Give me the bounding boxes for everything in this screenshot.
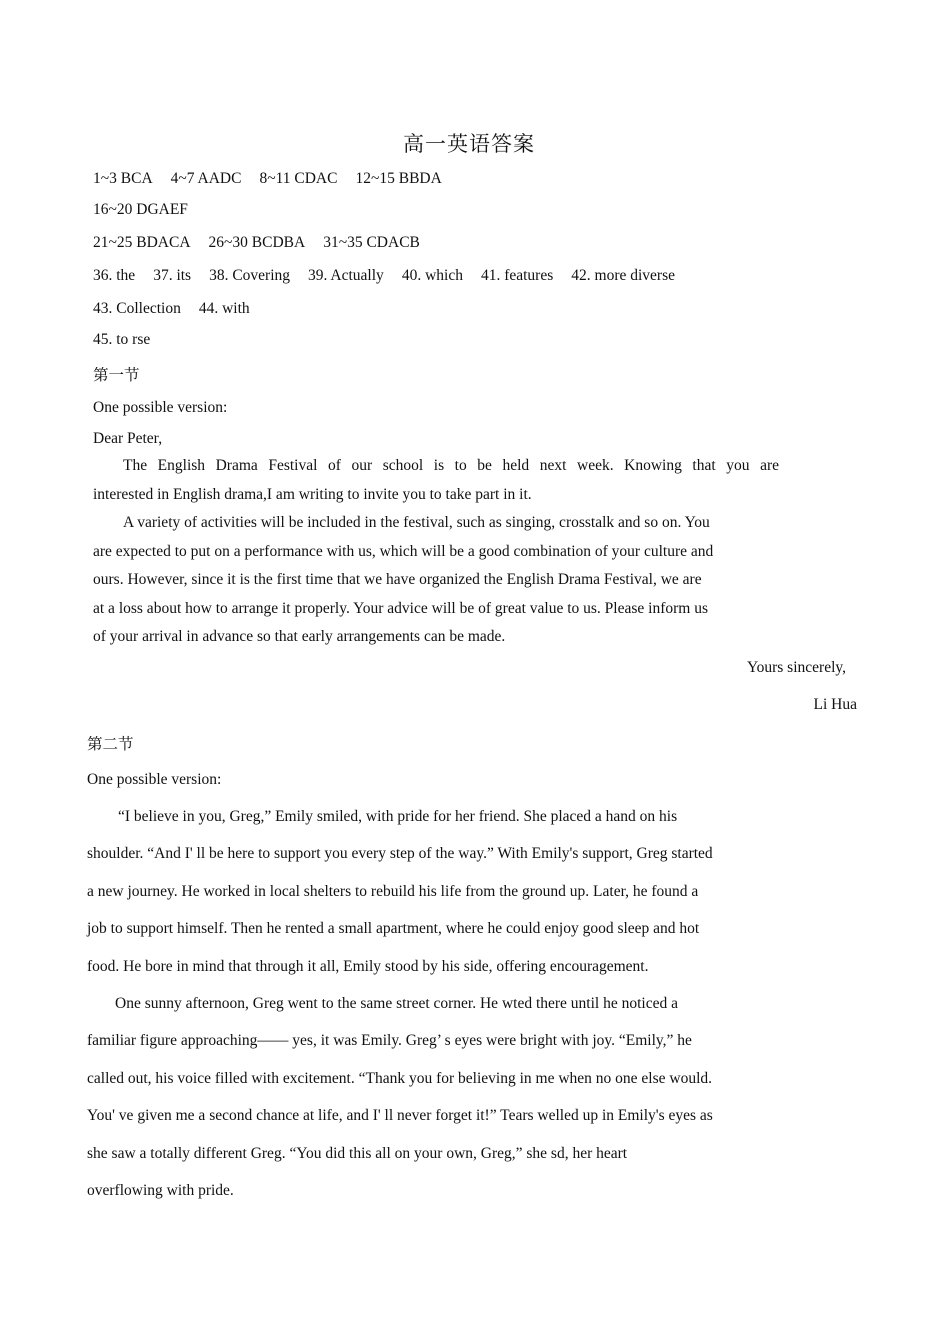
answer-item: 44. with (198, 300, 250, 317)
story-line: she saw a totally different Greg. “You did this all on your own, Greg,” she sd, her heart (87, 1144, 628, 1162)
answer-item: 26~30 BCDBA (208, 234, 306, 251)
letter-greeting: Dear Peter, (93, 430, 163, 447)
story-line: called out, his voice filled with excitement. “Thank you for believing in me when no one else would. (87, 1069, 712, 1087)
letter-paragraph-line: interested in English drama,I am writing to invite you to take part in it. (93, 485, 532, 503)
answer-row-5 (93, 300, 268, 318)
answer-item: 45. to rse (93, 331, 151, 348)
answer-item: 38. Covering (209, 267, 291, 284)
answer-row-6 (93, 331, 168, 349)
answer-item: 42. more diverse (571, 267, 675, 284)
answer-item: 4~7 AADC (170, 170, 242, 187)
page-title: 高一英语答案 (403, 132, 535, 156)
answer-item: 39. Actually (308, 267, 384, 284)
letter-body (93, 452, 779, 652)
letter-paragraph-line: ours. However, since it is the first time that we have organized the English Drama Festival, we are (93, 571, 702, 588)
letter-closing: Yours sincerely, (746, 659, 846, 676)
answer-row-2 (93, 201, 206, 219)
answer-item: 41. features (480, 267, 554, 284)
story-line: food. He bore in mind that through it all, Emily stood by his side, offering encouragement. (87, 957, 649, 975)
letter-paragraph-line: at a loss about how to arrange it properly. Your advice will be of great value to us. Please inform us (93, 599, 708, 617)
answer-item: 8~11 CDAC (259, 170, 338, 187)
section1-heading: 第一节 (93, 367, 140, 384)
answer-item: 31~35 CDACB (323, 234, 420, 251)
answer-row-4 (93, 267, 693, 285)
story-body (87, 798, 777, 1209)
answer-row-1 (93, 170, 460, 188)
answer-item: 43. Collection (93, 300, 181, 317)
answer-item: 40. which (401, 267, 463, 284)
section2-heading: 第二节 (87, 736, 134, 753)
letter-signature: Li Hua (813, 696, 857, 713)
story-line: familiar figure approaching—— yes, it was Emily. Greg’ s eyes were bright with joy. “Emily,” he (87, 1032, 692, 1050)
story-line: a new journey. He worked in local shelters to rebuild his life from the ground up. Later, he found a (87, 882, 699, 900)
answer-item: 37. its (153, 267, 192, 284)
answer-item: 21~25 BDACA (93, 234, 191, 251)
letter-paragraph-line: are expected to put on a performance with us, which will be a good combination of your culture and (93, 542, 714, 560)
story-line: job to support himself. Then he rented a small apartment, where he could enjoy good sleep and hot (87, 920, 700, 938)
letter-paragraph-line: A variety of activities will be included in the festival, such as singing, crosstalk and so on. You (123, 514, 710, 531)
answer-item: 1~3 BCA (93, 170, 153, 187)
section2-intro: One possible version: (87, 771, 222, 788)
answer-item: 16~20 DGAEF (93, 201, 188, 218)
letter-paragraph-line: The English Drama Festival of our school is to be held next week. Knowing that you are (123, 457, 779, 474)
answer-item: 12~15 BBDA (355, 170, 442, 187)
story-line: overflowing with pride. (87, 1182, 234, 1200)
answer-item: 36. the (93, 267, 136, 284)
story-line: You' ve given me a second chance at life, and I' ll never forget it!” Tears welled up in Emily's eyes as (87, 1107, 713, 1125)
story-line: shoulder. “And I' ll be here to support you every step of the way.” With Emily's support, Greg started (87, 845, 713, 863)
story-line: One sunny afternoon, Greg went to the same street corner. He wted there until he noticed a (115, 995, 678, 1013)
section1-intro: One possible version: (93, 399, 228, 416)
answer-row-3 (93, 234, 438, 252)
letter-paragraph-line: of your arrival in advance so that early arrangements can be made. (93, 628, 506, 645)
story-line: “I believe in you, Greg,” Emily smiled, with pride for her friend. She placed a hand on his (118, 808, 678, 825)
